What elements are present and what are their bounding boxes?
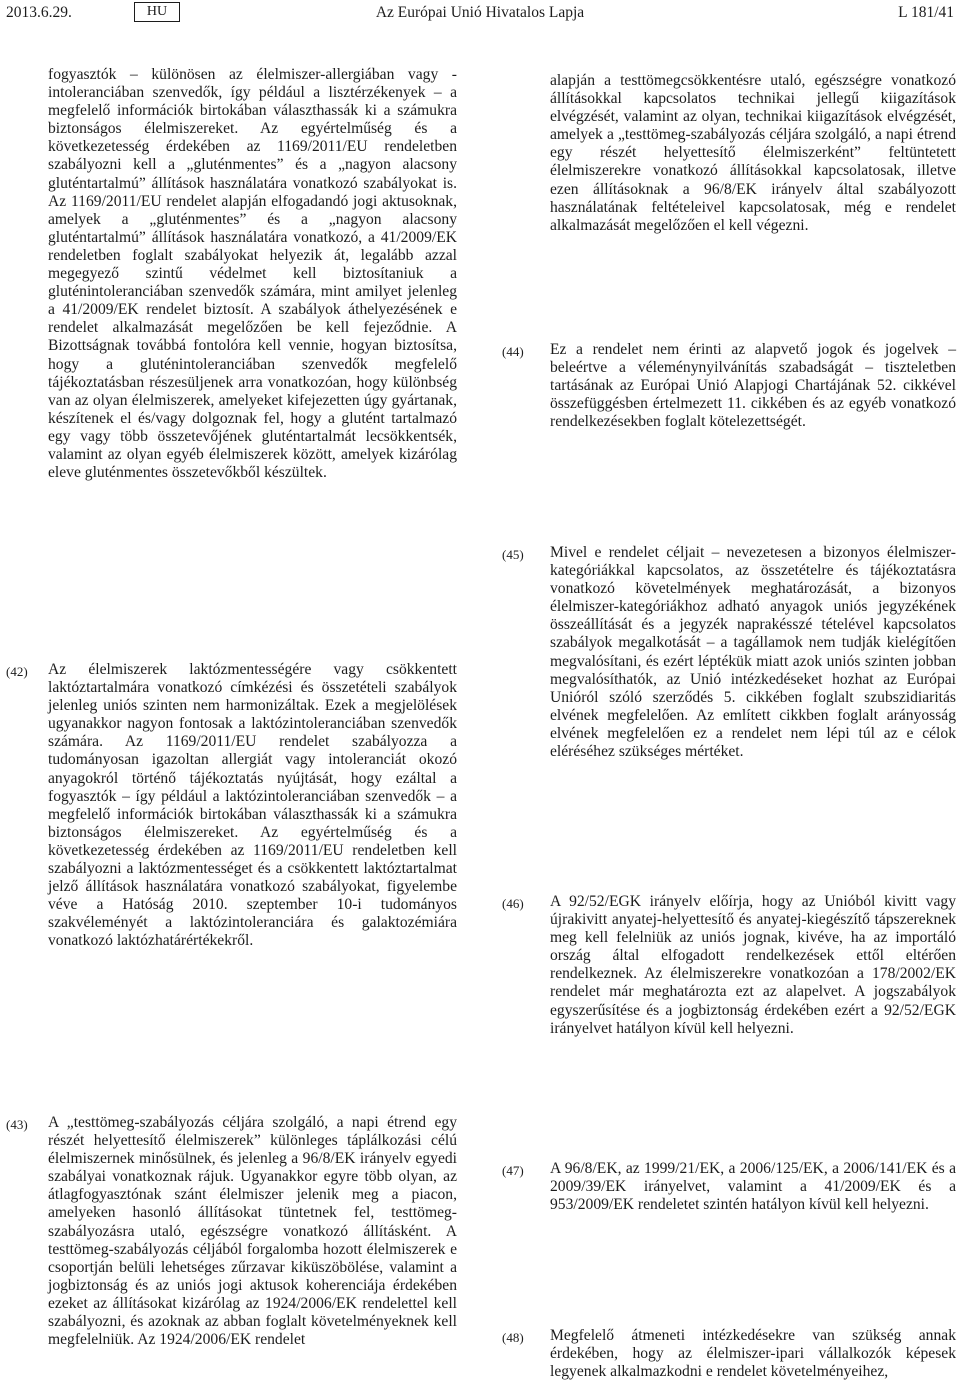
recital-number: (43)	[6, 1117, 28, 1132]
recital-number: (45)	[502, 547, 524, 562]
right-continuation-paragraph: alapján a testtömegcsökkentésre utaló, egészségre vonatkozó állításokkal kapcsolatos technikai jellegű kiigazítások elvégzését, valamint az olyan, technikai kiigazítások elvégzését, amelyek a „testtömeg-szabályozás céljára szolgáló, a napi étrend egy részét helyettesítő élelmiszerként” feltüntetett élelmiszerekre vonatkozó állításokkal kapcsolatosak, illetve ezen állításoknak a 96/8/EK irányelv által szabályozott használatának feltételeivel kapcsolatosak, még e rendelet alkalmazását megelőzően el kell végezni.	[550, 72, 956, 234]
recital-number: (47)	[502, 1163, 524, 1178]
recital-text: A „testtömeg-szabályozás céljára szolgáló, a napi étrend egy részét helyettesítő élelmiszerek” különleges táplálkozási célú élelmiszernek minősülnek, és jelenleg a 96/8/EK irányelv egyedi szabályai vonatkoznak rájuk. Ugyanakkor egyre több olyan, az átlagfogyasztónak szánt élelmiszer jelenik meg a piacon, amelyeken hasonló állításokat tüntetnek fel, testtömeg-szabályozásra utaló, egészségre vonatkozó állításként. A testtömeg-szabályozás céljából forgalomba hozott élelmiszerek e csoportján belüli lehetséges zűrzavar kiküszöbölése, valamint a jogbiztonság és az uniós jogi aktusok koherenciája érdekében ezeket az állításokat kizárólag az 1924/2006/EK rendelettel kell szabályozni, és azoknak az abban foglalt követelményeknek kell megfelelniük. Az 1924/2006/EK rendelet	[48, 1114, 457, 1349]
recital-number: (46)	[502, 896, 524, 911]
recital-text: Mivel e rendelet céljait – nevezetesen a bizonyos élelmiszer-kategóriákkal kapcsolatos, az összetételre és tájékoztatásra vonatkozó követelmények meghatározását, a bizonyos élelmiszer-kategóriákhoz adható anyagok uniós jegyzékének összeállítását és a jegyzék naprakésszé tételével kapcsolatos szabályok megalkotását – a tagállamok nem tudják kielégítően megvalósítani, és ezért léptékük miatt azok uniós szinten jobban megvalósíthatók, az Unió intézkedéseket hozhat az Európai Unióról szóló szerződés 5. cikkében foglalt szubszidiaritás elvének megfelelően. Az említett cikkben foglalt arányosság elvének megfelelően ez a rendelet nem lépi túl az e célok eléréséhez szükséges mértéket.	[550, 544, 956, 761]
recital-text: A 96/8/EK, az 1999/21/EK, a 2006/125/EK, a 2006/141/EK és a 2009/39/EK irányelvet, valamint a 41/2009/EK és a 953/2009/EK rendeletet szintén hatályon kívül kell helyezni.	[550, 1160, 956, 1214]
page-header	[6, 0, 954, 26]
recital-text: Az élelmiszerek laktózmentességére vagy csökkentett laktóztartalmára vonatkozó címkézési és összetételi szabályok jelenleg uniós szinten nem harmonizáltak. Ezek a megjelölések ugyanakkor nagyon fontosak a laktózintoleranciában szenvedők számára. Az 1169/2011/EU rendelet szabályozza a tudományosan igazoltan allergiát vagy intoleranciát okozó anyagokról történő tájékoztatás nyújtását, hogy ezáltal a fogyasztók – így például a laktózintoleranciában szenvedők – a megfelelő információk birtokában választhassák ki a számukra biztonságos élelmiszereket. Az egyértelműség és a következetesség érdekében az 1169/2011/EU rendeletben kell szabályozni a laktózmentességet és a csökkentett laktóztartalmat jelző állítások használatára vonatkozó szabályokat, figyelembe véve a Hatóság 2010. szeptember 10-i tudományos szakvéleményét a laktózintoleranciára és galaktozémiára vonatkozó laktózhatárértékekről.	[48, 661, 457, 950]
recital-number: (44)	[502, 344, 524, 359]
recital-number: (42)	[6, 664, 28, 679]
recital-text: A 92/52/EGK irányelv előírja, hogy az Unióból kivitt vagy újrakivitt anyatej-helyettesítő és anyatej-kiegészítő tápszereknek meg kell felelniük az uniós jognak, kivéve, ha az importáló ország által elfogadott rendelkezések ettől eltérően rendelkeznek. Az élelmiszerekre vonatkozóan a 178/2002/EK rendelet már meghatározta ezt az alapelvet. A jogszabályok egyszerűsítése és a jogbiztonság érdekében ezért a 92/52/EGK irányelvet hatályon kívül kell helyezni.	[550, 893, 956, 1037]
language-badge: HU	[134, 2, 180, 22]
recital-text: Megfelelő átmeneti intézkedésekre van szükség annak érdekében, hogy az élelmiszer-ipari vállalkozók képesek legyenek alkalmazkodni e rendelet követelményeihez,	[550, 1327, 956, 1381]
recital-number: (48)	[502, 1330, 524, 1345]
left-continuation-paragraph: fogyasztók – különösen az élelmiszer-allergiában vagy -intoleranciában szenvedők, így például a lisztérzékenyek – a megfelelő információk birtokában választhassák ki a számukra biztonságos élelmiszereket. Az egyértelműség és a következetesség érdekében az 1169/2011/EU rendeletben szabályozni kell a „gluténmentes” és a „nagyon alacsony gluténtartalmú” állítások használatára vonatkozó szabályokat is. Az 1169/2011/EU rendelet alapján elfogadandó jogi aktusoknak, amelyek a „gluténmentes” és a „nagyon alacsony gluténtartalmú” állítások használatára vonatkozó, a 41/2009/EK rendeletben foglalt szabályokat helyezik át, legalább azzal megegyező szintű védelmet kell biztosítaniuk a gluténintoleranciában szenvedők számára, mint amilyet jelenleg a 41/2009/EK rendelet biztosít. A szabályok áthelyezésének e rendelet alkalmazását megelőzően be kell fejeződnie. A Bizottságnak továbbá fontolóra kell vennie, hogyan biztosítsa, hogy a gluténintoleranciában szenvedők megfelelő tájékoztatásban részesüljenek arra vonatkozóan, hogy különbség van az olyan élelmiszerek, amelyeket kifejezetten úgy gyártanak, készítenek el és/vagy dolgoznak fel, hogy a glutént tartalmazó egy vagy több összetevőjének gluténtartalmát lecsökkentsék, valamint az olyan egyéb élelmiszerek között, amelyek kizárólag eleve gluténmentes összetevőkből készültek.	[48, 66, 457, 482]
recital-text: Ez a rendelet nem érinti az alapvető jogok és jogelvek – beleértve a véleménynyilvánítás szabadságát – tiszteletben tartásának az Európai Unió Alapjogi Chartájának 52. cikkével összefüggésben értelmezett 11. cikkében és az egyéb vonatkozó rendelkezésekben foglalt kötelezettségét.	[550, 341, 956, 431]
journal-title: Az Európai Unió Hivatalos Lapja	[375, 4, 585, 21]
page-reference: L 181/41	[898, 4, 954, 21]
publication-date: 2013.6.29.	[6, 4, 72, 21]
